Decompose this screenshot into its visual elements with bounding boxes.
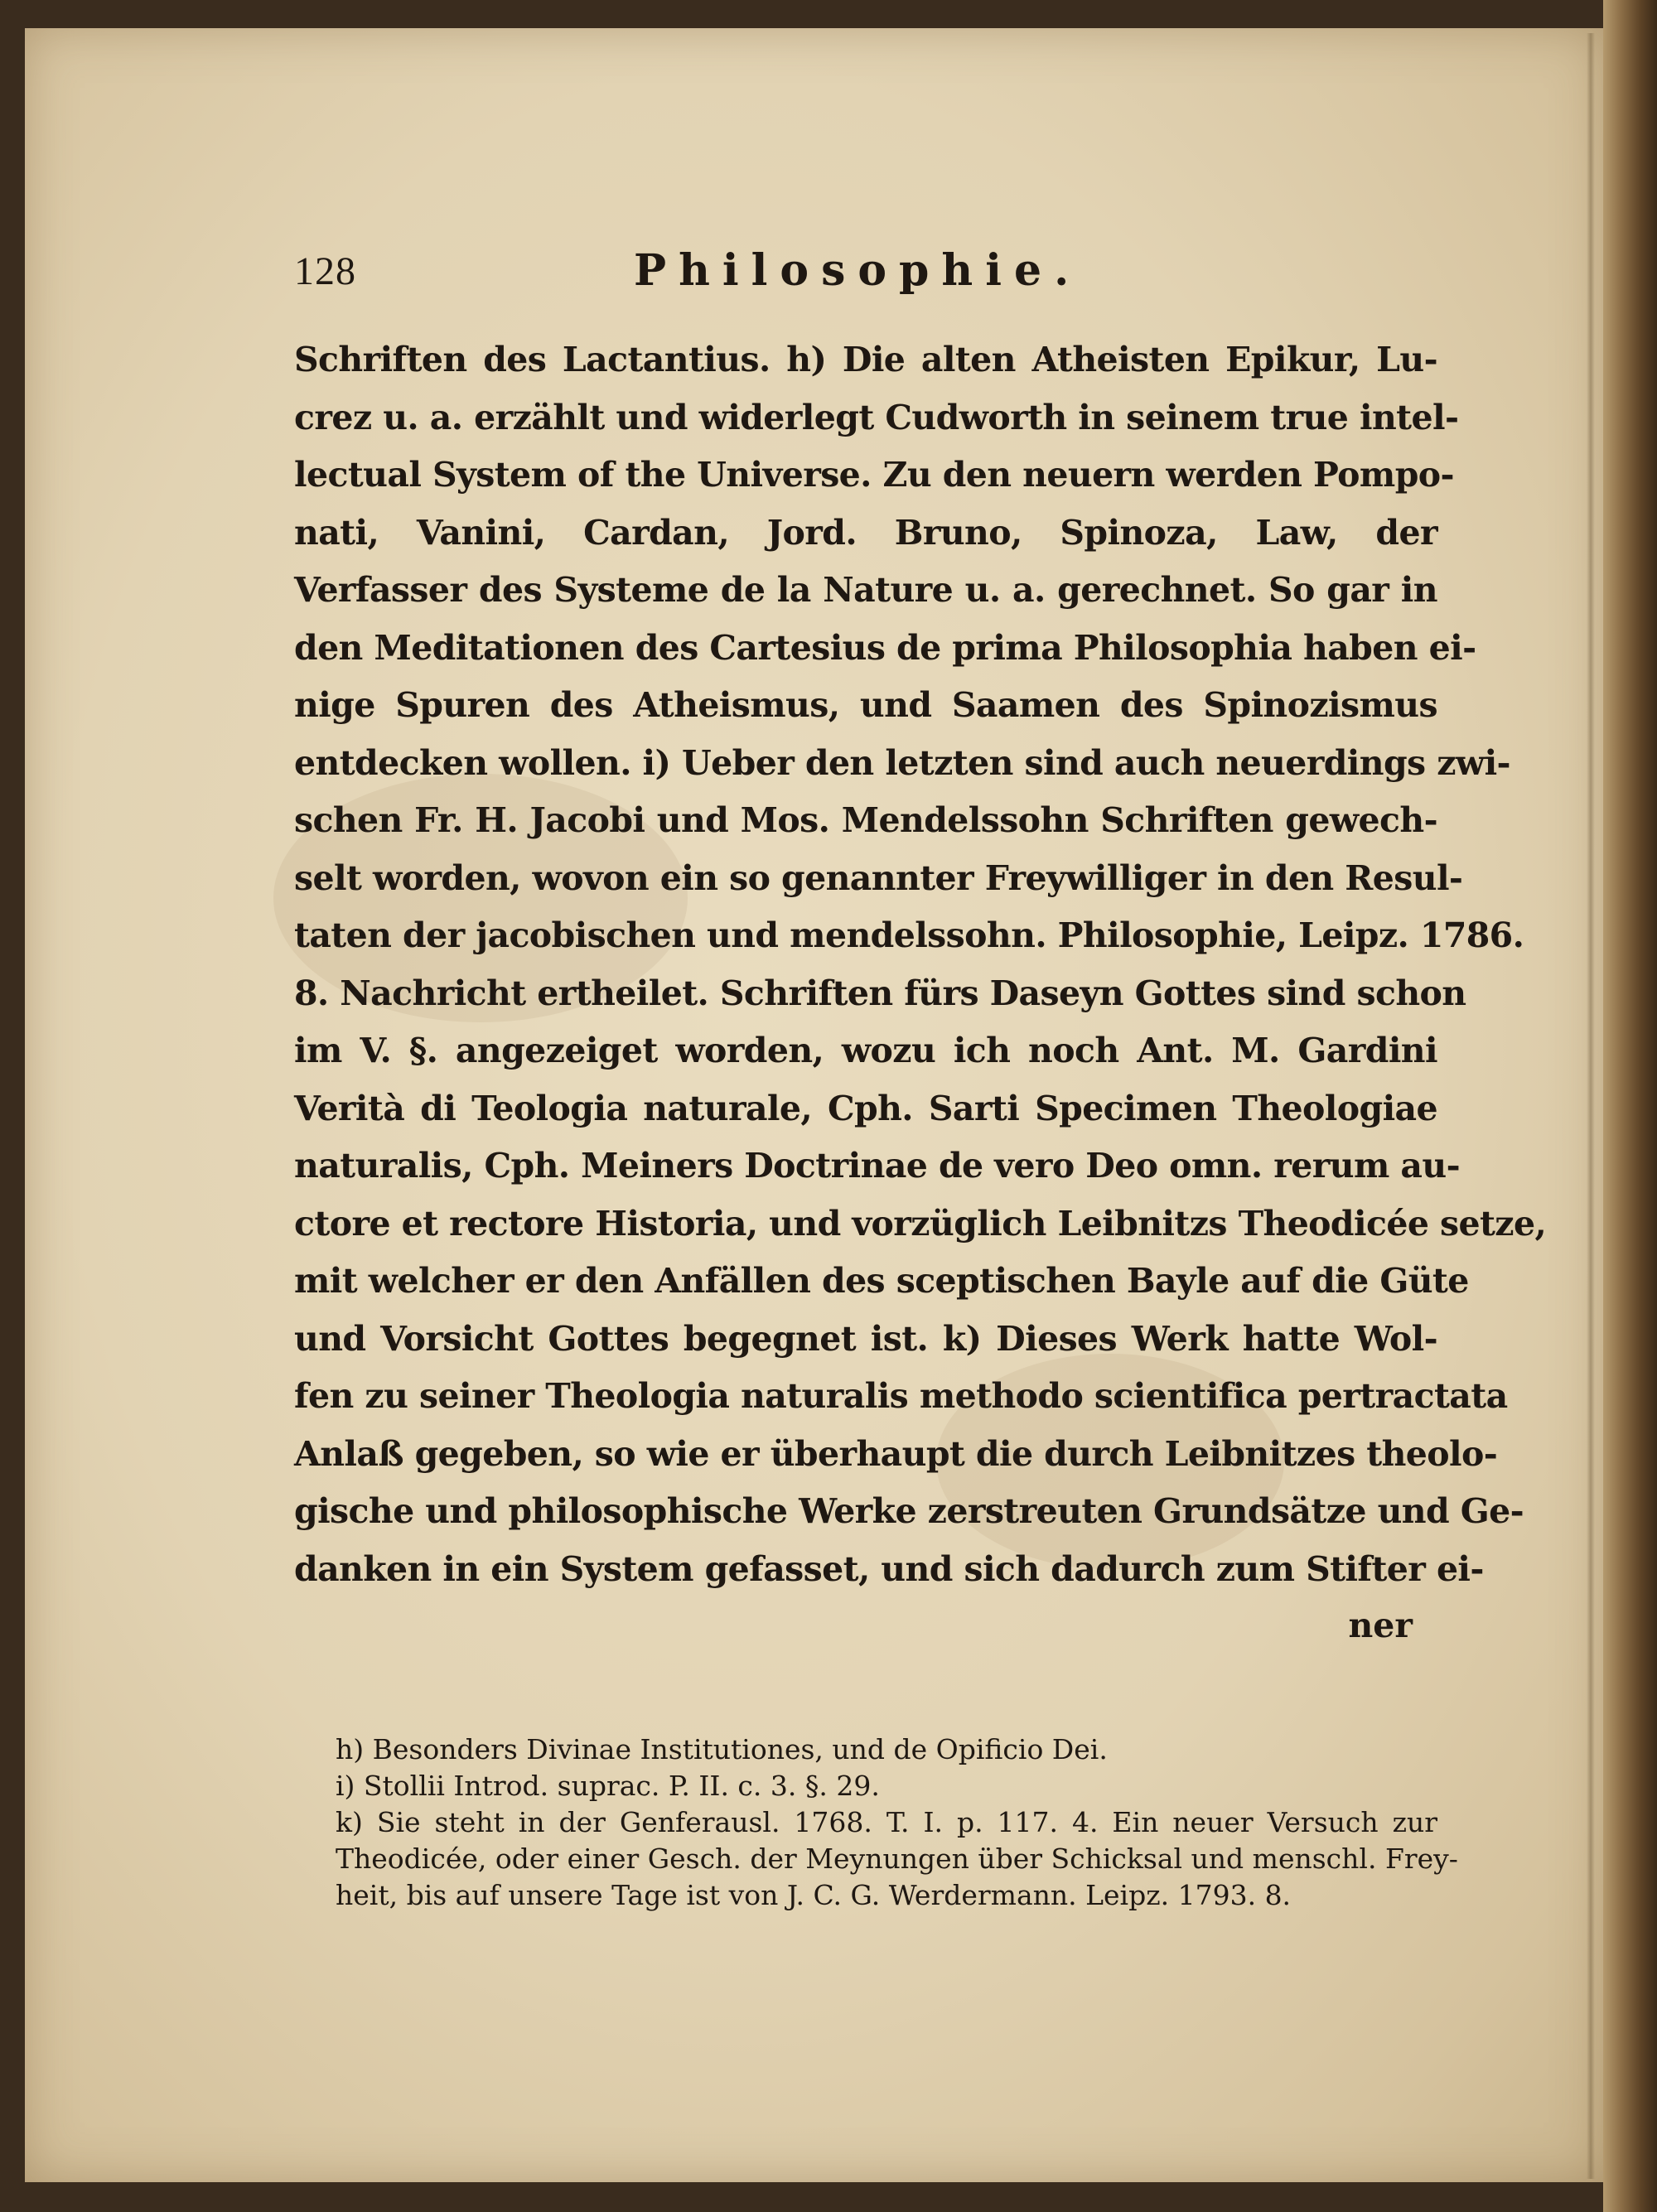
body-text — [294, 331, 1547, 1653]
page-number: 128 — [294, 249, 356, 293]
book-page-edge — [1603, 0, 1657, 2212]
text-line: gische und philosophische Werke zerstreuten Grundsätze und Ge- — [294, 1491, 1524, 1531]
text-line: den Meditationen des Cartesius de prima Philosophia haben ei- — [294, 627, 1476, 668]
text-line: schen Fr. H. Jacobi und Mos. Mendelssohn Schriften gewech- — [294, 800, 1437, 840]
text-line: ctore et rectore Historia, und vorzüglich Leibnitzs Theodicée setze, — [294, 1203, 1547, 1244]
text-line: 8. Nachricht ertheilet. Schriften fürs Daseyn Gottes sind schon — [294, 973, 1466, 1013]
text-line: entdecken wollen. i) Ueber den letzten sind auch neuerdings zwi- — [294, 742, 1510, 783]
footnote-h: h) Besonders Divinae Institutiones, und de Opificio Dei. — [336, 1733, 1108, 1765]
catchword: ner — [1348, 1606, 1413, 1645]
footnote-i: i) Stollii Introd. suprac. P. II. c. 3. §. 29. — [336, 1770, 880, 1802]
footnote-k-line: k) Sie steht in der Genferausl. 1768. T. I. p. 117. 4. Ein neuer Versuch zur — [336, 1806, 1437, 1838]
footnote-k-line: heit, bis auf unsere Tage ist von J. C. G. Werdermann. Leipz. 1793. 8. — [336, 1879, 1292, 1911]
text-line: nati, Vanini, Cardan, Jord. Bruno, Spinoza, Law, der — [294, 512, 1437, 553]
text-line: crez u. a. erzählt und widerlegt Cudworth in seinem true intel- — [294, 397, 1459, 437]
running-head — [294, 245, 1437, 307]
text-line: und Vorsicht Gottes begegnet ist. k) Dieses Werk hatte Wol- — [294, 1318, 1437, 1359]
text-line: naturalis, Cph. Meiners Doctrinae de vero Deo omn. rerum au- — [294, 1146, 1460, 1186]
text-line: fen zu seiner Theologia naturalis methodo scientifica pertractata — [294, 1376, 1508, 1416]
text-line: Verità di Teologia naturale, Cph. Sarti Specimen Theologiae — [294, 1088, 1437, 1128]
main-text-block — [294, 245, 1547, 1653]
text-line: Anlaß gegeben, so wie er überhaupt die durch Leibnitzes theolo- — [294, 1433, 1498, 1474]
text-line: danken in ein System gefasset, und sich dadurch zum Stifter ei- — [294, 1548, 1484, 1589]
text-line: Schriften des Lactantius. h) Die alten Atheisten Epikur, Lu- — [294, 340, 1437, 379]
text-line: selt worden, wovon ein so genannter Freywilliger in den Resul- — [294, 857, 1463, 898]
text-line: nige Spuren des Atheismus, und Saamen des Spinozismus — [294, 685, 1437, 725]
footnote-k-line: Theodicée, oder einer Gesch. der Meynungen über Schicksal und menschl. Frey- — [336, 1843, 1458, 1875]
text-line: Verfasser des Systeme de la Nature u. a. gerechnet. So gar in — [294, 570, 1437, 610]
footnotes — [336, 1731, 1458, 1914]
page-title: Philosophie. — [634, 245, 1082, 296]
text-line: taten der jacobischen und mendelssohn. Philosophie, Leipz. 1786. — [294, 915, 1524, 955]
text-line: lectual System of the Universe. Zu den neuern werden Pompo- — [294, 455, 1454, 495]
text-line: mit welcher er den Anfällen des sceptischen Bayle auf die Güte — [294, 1261, 1469, 1301]
text-line: im V. §. angezeiget worden, wozu ich noch Ant. M. Gardini — [294, 1031, 1437, 1070]
gutter-shadow — [1587, 33, 1595, 2179]
